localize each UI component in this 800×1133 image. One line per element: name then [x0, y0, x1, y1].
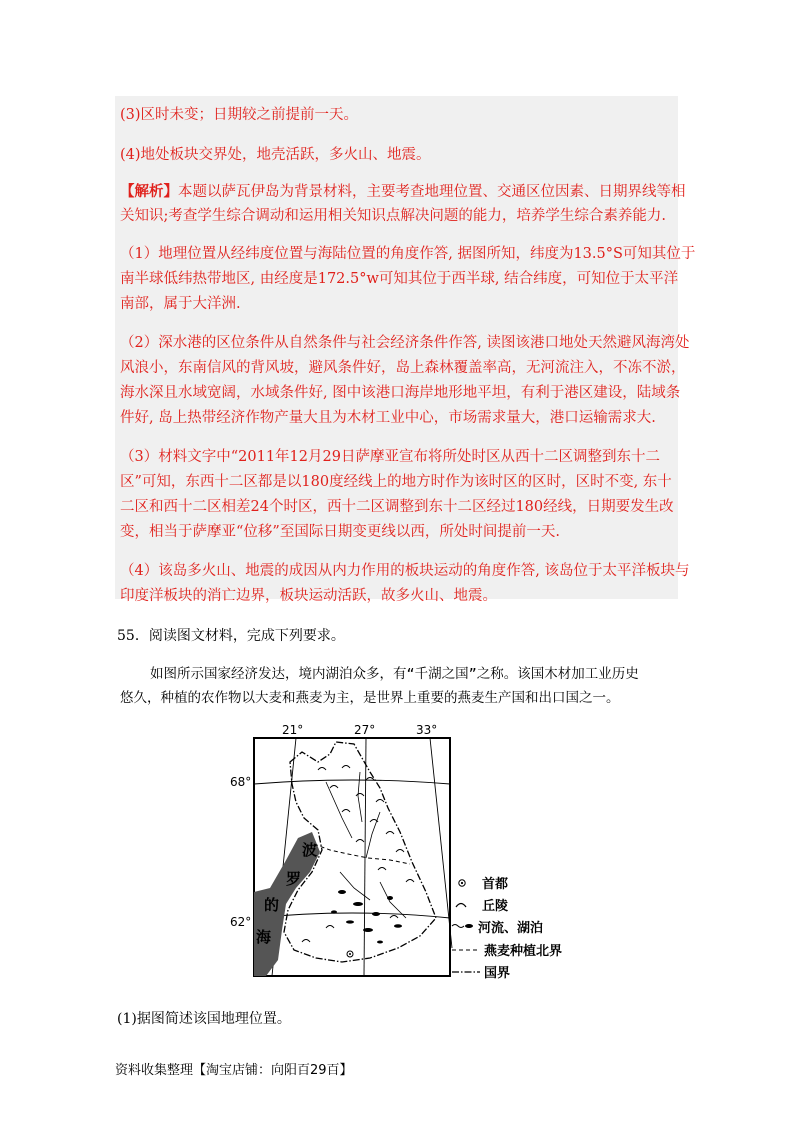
- analysis-p1-line: 南部，属于大洋洲.: [120, 296, 241, 312]
- sea-label-char: 的: [264, 896, 280, 914]
- analysis-p3-line: 区”可知，东西十二区都是以180度经线上的地方时作为该时区的区时，区时不变, 东十: [120, 474, 672, 490]
- question-55-intro-2: 悠久，种植的农作物以大麦和燕麦为主，是世界上重要的燕麦生产国和出口国之一。: [120, 690, 620, 706]
- hill-icon: [456, 904, 466, 908]
- analysis-p4-line: （4）该岛多火山、地震的成因从内力作用的板块运动的角度作答, 该岛位于太平洋板块与: [120, 563, 690, 579]
- map-frame: [254, 738, 450, 976]
- question-55-sub-1: (1)据图简述该国地理位置。: [117, 1011, 291, 1027]
- legend-label: 国界: [484, 966, 511, 981]
- latitude-label: 62°: [230, 915, 252, 929]
- legend-label: 首都: [482, 877, 509, 892]
- footer-source: 资料收集整理【淘宝店铺：向阳百29百】: [115, 1063, 353, 1078]
- analysis-p2-line: 风浪小，东南信风的背风坡，避风条件好，岛上森林覆盖率高，无河流注入，不冻不淤，: [120, 360, 686, 376]
- legend-label: 燕麦种植北界: [484, 944, 563, 959]
- sea-label-char: 波: [302, 841, 318, 859]
- question-55-intro-1: 如图所示国家经济发达，境内湖泊众多，有“千湖之国”之称。该国木材加工业历史: [150, 666, 639, 682]
- question-55-heading: 55．阅读图文材料，完成下列要求。: [117, 628, 345, 644]
- analysis-p3-line: 二区和西十二区相差24个时区，西十二区调整到东十二区经过180经线，日期要发生改: [120, 499, 674, 515]
- longitude-label: 33°: [416, 723, 438, 737]
- analysis-p1-line: 南半球低纬热带地区, 由经度是172.5°w可知其位于西半球, 结合纬度，可知位于太平洋: [120, 271, 679, 287]
- sea-label-char: 海: [256, 928, 272, 946]
- map-legend: [452, 876, 562, 981]
- analysis-p4-line: 印度洋板块的消亡边界，板块运动活跃，故多火山、地震。: [120, 588, 497, 604]
- analysis-p2-line: 件好, 岛上热带经济作物产量大且为木材工业中心，市场需求量大，港口运输需求大.: [120, 410, 656, 426]
- analysis-p2-line: 海水深且水域宽阔，水域条件好, 图中该港口海岸地形地平坦，有利于港区建设，陆域条: [120, 385, 681, 401]
- latitude-label: 68°: [230, 775, 252, 789]
- finland-map: [230, 722, 570, 987]
- analysis-p1-line: （1）地理位置从经纬度位置与海陆位置的角度作答, 据图所知，纬度为13.5°S可知其位于: [120, 246, 696, 262]
- legend-label: 河流、湖泊: [478, 921, 544, 936]
- analysis-tag: 【解析】: [120, 183, 178, 200]
- answer-3: (3)区时未变；日期较之前提前一天。: [120, 107, 359, 123]
- answer-4: (4)地处板块交界处，地壳活跃，多火山、地震。: [120, 147, 431, 163]
- analysis-p3-line: 变，相当于萨摩亚“位移”至国际日期变更线以西，所处时间提前一天.: [120, 524, 560, 540]
- analysis-intro-2: 关知识;考查学生综合调动和运用相关知识点解决问题的能力，培养学生综合素养能力.: [120, 208, 666, 224]
- river-lake-icon: [452, 925, 464, 928]
- longitude-label: 21°: [282, 723, 304, 737]
- analysis-intro-1: 【解析】本题以萨瓦伊岛为背景材料，主要考查地理位置、交通区位因素、日期界线等相: [120, 183, 686, 200]
- legend-label: 丘陵: [482, 899, 509, 914]
- analysis-p2-line: （2）深水港的区位条件从自然条件与社会经济条件作答, 读图该港口地处天然避风海湾处: [120, 335, 690, 351]
- sea-label-char: 罗: [286, 870, 302, 888]
- analysis-p3-line: （3）材料文字中“2011年12月29日萨摩亚宣布将所处时区从西十二区调整到东十二: [120, 449, 660, 465]
- longitude-label: 27°: [354, 723, 376, 737]
